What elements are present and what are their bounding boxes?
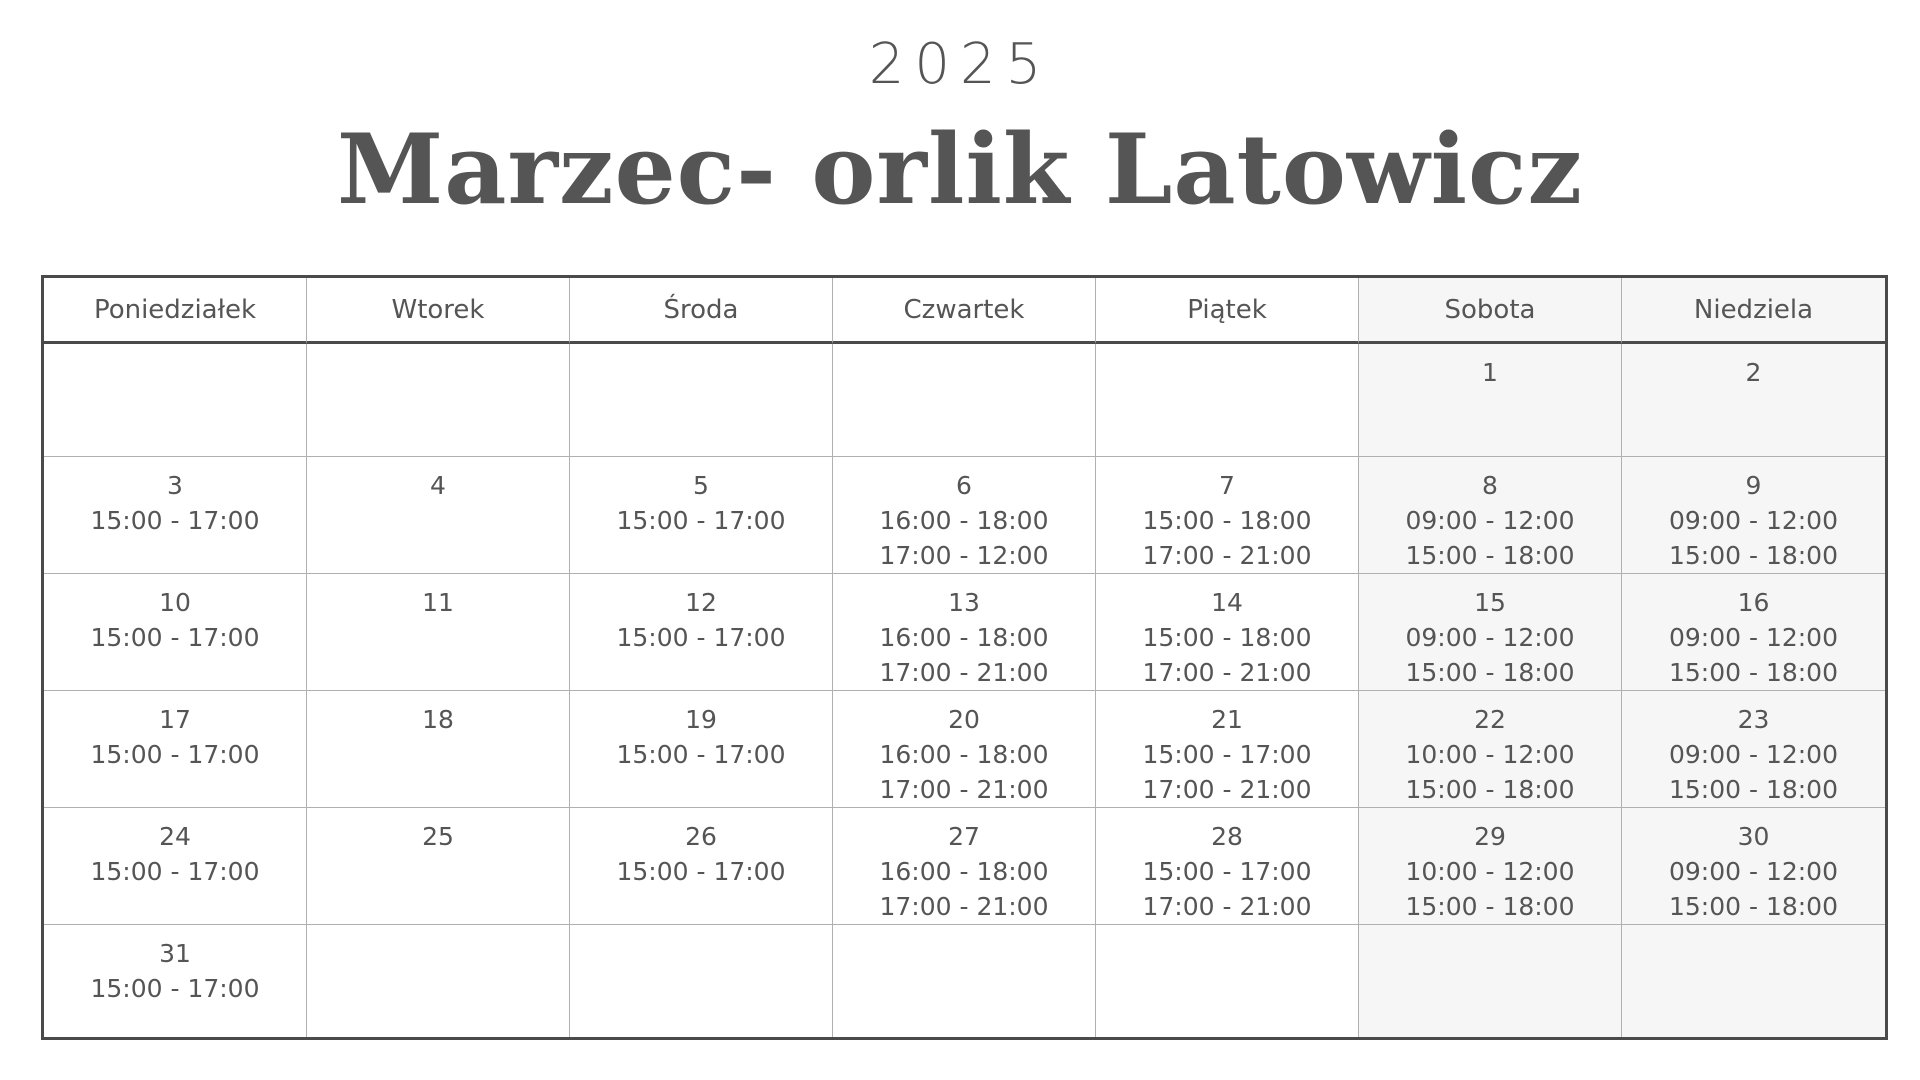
day-number: 1: [1482, 358, 1498, 387]
calendar-day-cell: [44, 344, 307, 457]
time-slot: 09:00 - 12:00: [1668, 622, 1838, 652]
calendar-day-cell: [833, 457, 1096, 574]
time-slot: 16:00 - 18:00: [879, 739, 1049, 769]
time-slot: 17:00 - 21:00: [879, 891, 1049, 921]
time-slot: 15:00 - 18:00: [1668, 657, 1838, 687]
calendar-day-cell: [1096, 344, 1359, 457]
time-slot: 09:00 - 12:00: [1668, 505, 1838, 535]
weekday-header-thursday: Czwartek: [833, 278, 1096, 344]
calendar-day-cell: [1096, 457, 1359, 574]
time-slot: 15:00 - 17:00: [90, 973, 260, 1003]
time-slot: 15:00 - 17:00: [1142, 856, 1312, 886]
day-number: 20: [948, 704, 980, 734]
calendar-day-cell: [44, 808, 307, 925]
day-number: 23: [1737, 704, 1770, 734]
time-slot: 15:00 - 17:00: [90, 739, 260, 769]
time-slot: 09:00 - 12:00: [1668, 856, 1838, 886]
time-slot: 16:00 - 18:00: [879, 622, 1049, 652]
time-slot: 10:00 - 12:00: [1405, 739, 1575, 769]
time-slot: 09:00 - 12:00: [1405, 505, 1575, 535]
time-slot: 15:00 - 17:00: [616, 505, 786, 535]
time-slot: 16:00 - 18:00: [879, 505, 1049, 535]
day-number: 12: [685, 587, 717, 617]
calendar-day-cell: [307, 691, 570, 808]
day-number: 7: [1219, 470, 1235, 500]
calendar-day-cell: [1359, 344, 1622, 457]
calendar-day-cell: [44, 574, 307, 691]
time-slot: 17:00 - 21:00: [879, 657, 1049, 687]
calendar-day-cell: [1359, 925, 1622, 1038]
weekday-header-wednesday: Środa: [570, 278, 833, 344]
day-number: 27: [948, 821, 980, 851]
time-slot: 17:00 - 21:00: [1142, 774, 1312, 804]
calendar-day-cell: [1359, 457, 1622, 574]
weekday-header-friday: Piątek: [1096, 278, 1359, 344]
time-slot: 15:00 - 17:00: [1142, 739, 1312, 769]
time-slot: 15:00 - 17:00: [90, 505, 260, 535]
day-number: 15: [1474, 587, 1506, 617]
time-slot: 17:00 - 21:00: [879, 774, 1049, 804]
calendar-day-cell: [570, 925, 833, 1038]
calendar-day-cell: [833, 808, 1096, 925]
calendar-day-cell: [307, 457, 570, 574]
day-number: 2: [1745, 358, 1762, 387]
calendar-day-cell: [833, 691, 1096, 808]
calendar-day-cell: [1622, 574, 1885, 691]
calendar-day-cell: [570, 691, 833, 808]
day-number: 29: [1474, 821, 1506, 851]
day-number: 9: [1745, 470, 1762, 500]
time-slot: 15:00 - 18:00: [1142, 622, 1312, 652]
time-slot: 17:00 - 12:00: [879, 540, 1049, 570]
day-number: 18: [422, 704, 454, 734]
calendar-day-cell: [570, 344, 833, 457]
calendar-day-cell: [1622, 457, 1885, 574]
time-slot: 15:00 - 17:00: [616, 622, 786, 652]
time-slot: 15:00 - 18:00: [1405, 774, 1575, 804]
calendar-day-cell: [307, 344, 570, 457]
time-slot: 10:00 - 12:00: [1405, 856, 1575, 886]
time-slot: 15:00 - 18:00: [1668, 891, 1838, 921]
time-slot: 15:00 - 18:00: [1405, 891, 1575, 921]
calendar-day-cell: [1622, 344, 1885, 457]
time-slot: 09:00 - 12:00: [1668, 739, 1838, 769]
day-number: 25: [422, 821, 454, 851]
day-number: 11: [422, 587, 454, 617]
calendar-day-cell: [307, 574, 570, 691]
day-number: 10: [159, 587, 191, 617]
day-number: 19: [685, 704, 717, 734]
calendar-title: Marzec- orlik Latowicz: [337, 113, 1583, 226]
time-slot: 15:00 - 18:00: [1405, 540, 1575, 570]
calendar-grid: [41, 275, 1888, 1040]
time-slot: 17:00 - 21:00: [1142, 657, 1312, 687]
day-number: 30: [1737, 821, 1770, 851]
day-number: 21: [1211, 704, 1243, 734]
calendar-day-cell: [570, 808, 833, 925]
weekday-header-saturday: Sobota: [1359, 278, 1622, 344]
calendar-year: 2025: [868, 32, 1052, 97]
weekday-header-monday: Poniedziałek: [44, 278, 307, 344]
day-number: 22: [1474, 704, 1506, 734]
calendar-day-cell: [833, 344, 1096, 457]
calendar-day-cell: [44, 457, 307, 574]
day-number: 28: [1211, 821, 1243, 851]
calendar-day-cell: [1622, 691, 1885, 808]
calendar-day-cell: [833, 574, 1096, 691]
calendar-day-cell: [1096, 808, 1359, 925]
calendar-day-cell: [570, 574, 833, 691]
time-slot: 15:00 - 18:00: [1405, 657, 1575, 687]
calendar-day-cell: [307, 808, 570, 925]
calendar-day-cell: [570, 457, 833, 574]
day-number: 14: [1211, 587, 1243, 617]
calendar-day-cell: [1096, 925, 1359, 1038]
calendar-day-cell: [1359, 574, 1622, 691]
day-number: 3: [167, 470, 183, 500]
calendar-day-cell: [1622, 925, 1885, 1038]
day-number: 24: [159, 821, 191, 851]
time-slot: 15:00 - 18:00: [1668, 774, 1838, 804]
day-number: 6: [956, 470, 972, 500]
time-slot: 15:00 - 18:00: [1668, 540, 1838, 570]
calendar-day-cell: [833, 925, 1096, 1038]
day-number: 13: [948, 587, 980, 617]
day-number: 31: [159, 938, 191, 968]
weekday-header-sunday: Niedziela: [1622, 278, 1885, 344]
day-number: 16: [1737, 587, 1770, 617]
time-slot: 15:00 - 18:00: [1142, 505, 1312, 535]
day-number: 26: [685, 821, 717, 851]
calendar-day-cell: [44, 925, 307, 1038]
calendar-day-cell: [44, 691, 307, 808]
calendar-day-cell: [307, 925, 570, 1038]
day-number: 4: [430, 470, 446, 500]
day-number: 8: [1482, 470, 1498, 500]
time-slot: 15:00 - 17:00: [616, 739, 786, 769]
time-slot: 15:00 - 17:00: [90, 856, 260, 886]
time-slot: 09:00 - 12:00: [1405, 622, 1575, 652]
calendar-day-cell: [1622, 808, 1885, 925]
time-slot: 15:00 - 17:00: [616, 856, 786, 886]
calendar-day-cell: [1359, 808, 1622, 925]
day-number: 5: [693, 470, 709, 500]
calendar-day-cell: [1096, 574, 1359, 691]
day-number: 17: [159, 704, 191, 734]
calendar-day-cell: [1359, 691, 1622, 808]
time-slot: 16:00 - 18:00: [879, 856, 1049, 886]
time-slot: 15:00 - 17:00: [90, 622, 260, 652]
weekday-header-tuesday: Wtorek: [307, 278, 570, 344]
time-slot: 17:00 - 21:00: [1142, 540, 1312, 570]
time-slot: 17:00 - 21:00: [1142, 891, 1312, 921]
calendar-day-cell: [1096, 691, 1359, 808]
